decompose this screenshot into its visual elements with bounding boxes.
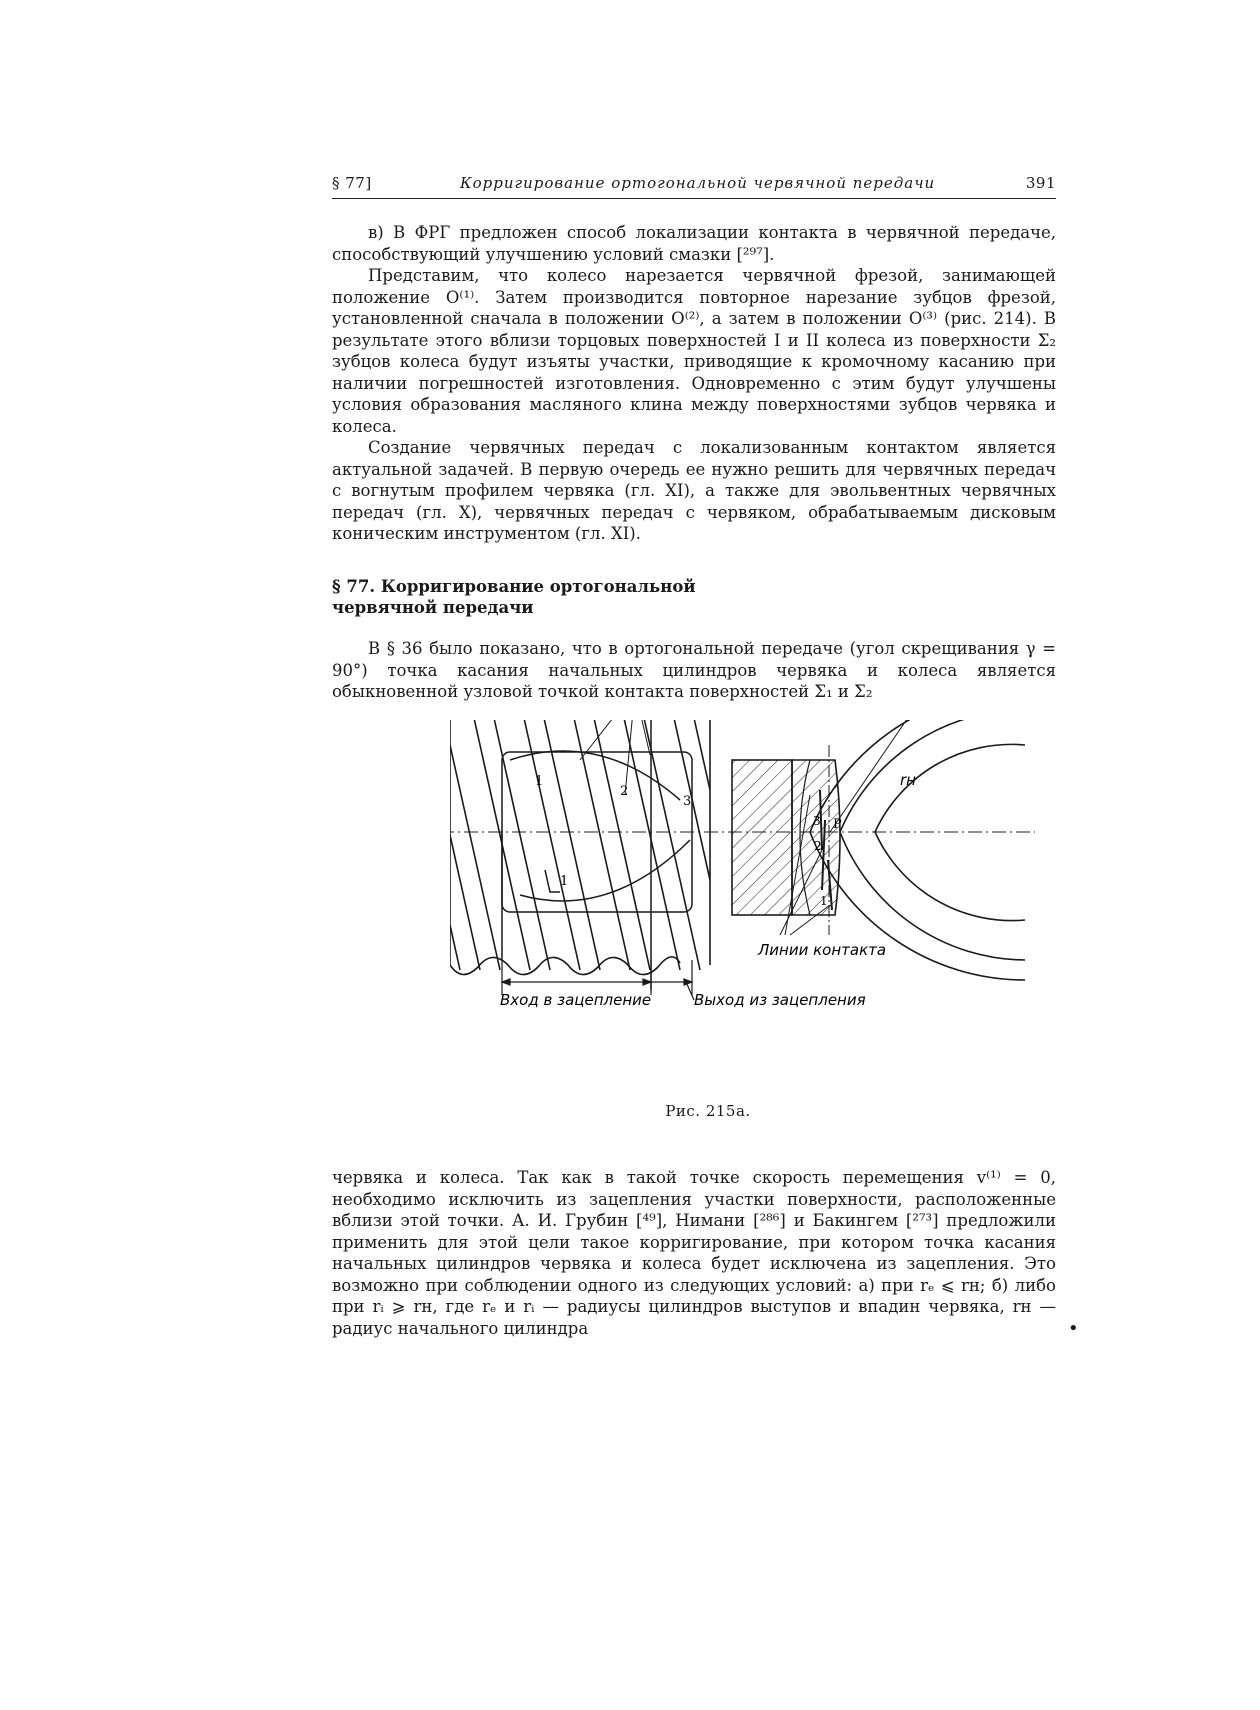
figure-caption: Рис. 215а. xyxy=(665,1102,751,1120)
mid-text-block xyxy=(332,638,1056,703)
label-radius: rн xyxy=(900,771,916,789)
label-exit: Выход из зацепления xyxy=(694,991,866,1009)
line-number-1b: 1 xyxy=(560,874,569,889)
label-entry: Вход в зацепление xyxy=(500,991,652,1009)
label-contact-lines: Линии контакта xyxy=(758,941,887,959)
meshing-field xyxy=(502,720,692,990)
label-pitch-point: P xyxy=(833,817,842,832)
line-number-2: 2 xyxy=(620,784,629,799)
line-number-1c: 1 xyxy=(820,894,828,908)
worm-gear-figure xyxy=(450,720,1035,1100)
line-number-2b: 2 xyxy=(814,839,822,853)
paragraph: Представим, что колесо нарезается червячной фрезой, занимающей положение O⁽¹⁾. Затем производится повторное нарезание зубцов фрезой, установленной сначала в положении O⁽²⁾, а затем в положении O⁽³⁾ (рис. 214). В результате этого вблизи торцовых поверхностей I и II колеса из поверхности Σ₂ зубцов колеса будут изъяты участки, приводящие к кромочному касанию при наличии погрешностей изготовления. Одновременно с этим будут улучшены условия образования масляного клина между поверхностями зубцов червяка и колеса. xyxy=(332,266,1056,436)
header-title: Корригирование ортогональной червячной передачи xyxy=(460,174,936,192)
page-number: 391 xyxy=(1025,174,1056,192)
paragraph: в) В ФРГ предложен способ локализации контакта в червячной передаче, способствующий улучшению условий смазки [²⁹⁷]. xyxy=(332,223,1056,264)
line-number-1: 1 xyxy=(535,774,544,789)
line-number-3: 3 xyxy=(683,794,692,809)
scan-dot: • xyxy=(1068,1318,1079,1339)
bottom-text-block xyxy=(332,1167,1056,1339)
section-heading: § 77. Корригирование ортогональной червячной передачи xyxy=(332,577,696,617)
top-text-block xyxy=(332,222,1056,545)
header-section: § 77] xyxy=(332,174,372,192)
line-number-3b: 3 xyxy=(813,814,821,828)
paragraph: Создание червячных передач с локализованным контактом является актуальной задачей. В первую очередь ее нужно решить для червячных передач с вогнутым профилем червяка (гл. XI), а также для эвольвентных червячных передач (гл. X), червячных передач с червяком, обрабатываемым дисковым коническим инструментом (гл. XI). xyxy=(332,438,1056,543)
paragraph: В § 36 было показано, что в ортогональной передаче (угол скрещивания γ = 90°) точка касания начальных цилиндров червяка и колеса является обыкновенной узловой точкой контакта поверхностей Σ₁ и Σ₂ xyxy=(332,639,1056,701)
running-header xyxy=(332,172,1056,199)
worm-body xyxy=(450,720,750,975)
paragraph: червяка и колеса. Так как в такой точке скорость перемещения v⁽¹⁾ = 0, необходимо исключить из зацепления участки поверхности, расположенные вблизи этой точки. А. И. Грубин [⁴⁹], Нимани [²⁸⁶] и Бакингем [²⁷³] предложили применить для этой цели такое корригирование, при котором точка касания начальных цилиндров червяка и колеса будет исключена из зацепления. Это возможно при соблюдении одного из следующих условий: а) при rₑ ⩽ rн; б) либо при rᵢ ⩾ rн, где rₑ и rᵢ — радиусы цилиндров выступов и впадин червяка, rн — радиус начального цилиндра xyxy=(332,1168,1056,1338)
